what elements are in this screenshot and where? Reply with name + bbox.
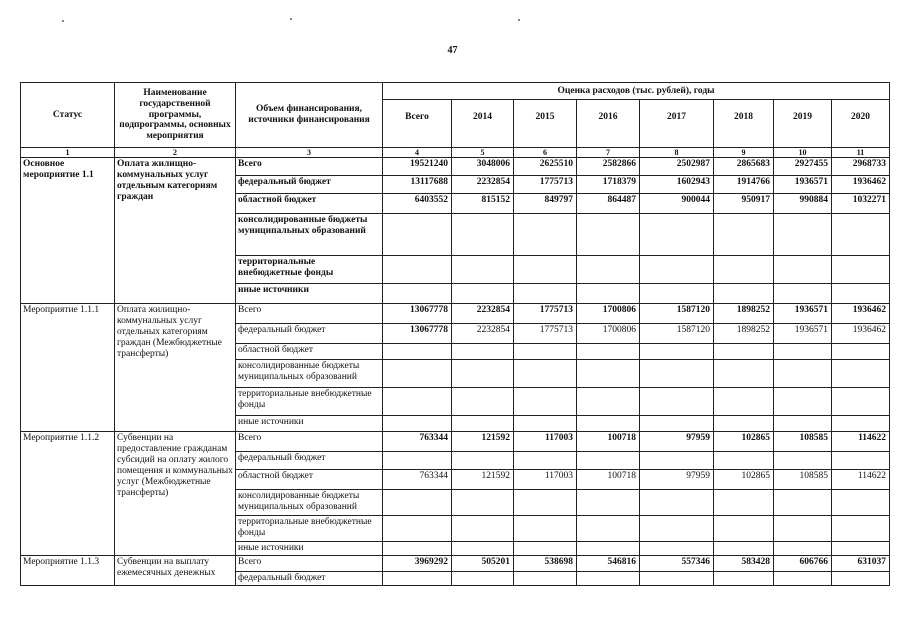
header-year: 2018	[714, 100, 774, 148]
funding-source: консолидированные бюджеты муниципальных образований	[236, 214, 383, 256]
value-year: 1898252	[714, 324, 774, 344]
header-total: Всего	[383, 100, 452, 148]
funding-source: Всего	[236, 556, 383, 572]
value-year: 97959	[640, 432, 714, 452]
value-year: 2865683	[714, 158, 774, 176]
funding-source: федеральный бюджет	[236, 324, 383, 344]
value-year	[714, 572, 774, 586]
value-year	[832, 284, 890, 304]
value-total: 13117688	[383, 176, 452, 194]
value-year	[514, 490, 577, 516]
value-year: 117003	[514, 432, 577, 452]
value-year: 631037	[832, 556, 890, 572]
header-funding: Объем финансирования, источники финансирования	[236, 83, 383, 148]
value-total: 13067778	[383, 304, 452, 324]
value-year: 97959	[640, 470, 714, 490]
value-year: 1718379	[577, 176, 640, 194]
value-year: 121592	[452, 432, 514, 452]
value-year: 1775713	[514, 304, 577, 324]
value-year	[577, 542, 640, 556]
column-number: 2	[115, 148, 236, 158]
funding-source: федеральный бюджет	[236, 452, 383, 470]
value-year	[774, 284, 832, 304]
row-status: Основное мероприятие 1.1	[21, 158, 115, 304]
table-row	[21, 158, 890, 176]
column-number: 7	[577, 148, 640, 158]
value-year	[774, 516, 832, 542]
value-year	[514, 542, 577, 556]
value-year: 2968733	[832, 158, 890, 176]
header-year: 2016	[577, 100, 640, 148]
column-number: 11	[832, 148, 890, 158]
value-year	[832, 572, 890, 586]
value-year	[452, 516, 514, 542]
value-year	[577, 452, 640, 470]
value-year: 1936462	[832, 176, 890, 194]
funding-source: территориальные внебюджетные фонды	[236, 388, 383, 416]
value-year: 1914766	[714, 176, 774, 194]
value-year: 1936571	[774, 176, 832, 194]
value-year	[452, 214, 514, 256]
value-year	[514, 572, 577, 586]
value-year	[577, 416, 640, 432]
value-year	[452, 388, 514, 416]
value-year: 1936462	[832, 304, 890, 324]
value-year: 100718	[577, 470, 640, 490]
funding-source: федеральный бюджет	[236, 176, 383, 194]
value-total	[383, 360, 452, 388]
value-year: 102865	[714, 432, 774, 452]
value-year	[577, 284, 640, 304]
value-year: 108585	[774, 470, 832, 490]
row-name: Оплата жилищно-коммунальных услуг отдельным категориям граждан	[115, 158, 236, 304]
value-year	[832, 360, 890, 388]
value-year	[640, 452, 714, 470]
funding-source: Всего	[236, 304, 383, 324]
value-year	[577, 344, 640, 360]
value-year	[452, 416, 514, 432]
value-year	[774, 360, 832, 388]
value-year: 900044	[640, 194, 714, 214]
table-row	[21, 432, 890, 452]
value-year	[774, 452, 832, 470]
value-year	[714, 452, 774, 470]
value-year: 864487	[577, 194, 640, 214]
value-year: 2232854	[452, 304, 514, 324]
value-year	[832, 452, 890, 470]
funding-source: иные источники	[236, 416, 383, 432]
value-year: 102865	[714, 470, 774, 490]
funding-source: областной бюджет	[236, 194, 383, 214]
value-year	[832, 542, 890, 556]
funding-source: Всего	[236, 158, 383, 176]
row-status: Мероприятие 1.1.2	[21, 432, 115, 556]
value-year	[452, 542, 514, 556]
value-year: 538698	[514, 556, 577, 572]
value-year: 1898252	[714, 304, 774, 324]
page-number: 47	[447, 45, 458, 56]
value-total	[383, 572, 452, 586]
value-year	[577, 256, 640, 284]
value-total	[383, 256, 452, 284]
row-name: Субвенции на выплату ежемесячных денежных	[115, 556, 236, 586]
value-year: 990884	[774, 194, 832, 214]
value-year	[452, 452, 514, 470]
row-status: Мероприятие 1.1.3	[21, 556, 115, 586]
row-status: Мероприятие 1.1.1	[21, 304, 115, 432]
value-total	[383, 214, 452, 256]
header-estimate: Оценка расходов (тыс. рублей), годы	[383, 83, 890, 100]
value-year: 583428	[714, 556, 774, 572]
value-year: 2502987	[640, 158, 714, 176]
value-year: 2625510	[514, 158, 577, 176]
funding-source: территориальные внебюджетные фонды	[236, 516, 383, 542]
value-year	[640, 344, 714, 360]
value-year	[714, 388, 774, 416]
value-year	[640, 256, 714, 284]
value-year	[774, 256, 832, 284]
value-total	[383, 388, 452, 416]
value-year	[832, 214, 890, 256]
value-year	[640, 490, 714, 516]
value-year	[514, 416, 577, 432]
value-year: 100718	[577, 432, 640, 452]
value-year: 1602943	[640, 176, 714, 194]
value-year: 117003	[514, 470, 577, 490]
value-year	[452, 572, 514, 586]
value-year	[640, 214, 714, 256]
value-year: 606766	[774, 556, 832, 572]
value-year	[714, 542, 774, 556]
table-row	[21, 304, 890, 324]
value-year: 546816	[577, 556, 640, 572]
value-total	[383, 284, 452, 304]
value-year	[714, 256, 774, 284]
value-total: 763344	[383, 470, 452, 490]
value-year	[774, 416, 832, 432]
header-year: 2020	[832, 100, 890, 148]
funding-source: консолидированные бюджеты муниципальных образований	[236, 360, 383, 388]
column-number: 9	[714, 148, 774, 158]
value-year: 1936571	[774, 324, 832, 344]
header-year: 2014	[452, 100, 514, 148]
value-year	[714, 490, 774, 516]
value-year	[832, 344, 890, 360]
value-year	[577, 360, 640, 388]
value-total	[383, 516, 452, 542]
value-year	[640, 516, 714, 542]
value-year	[452, 360, 514, 388]
value-year	[774, 542, 832, 556]
table-body	[21, 158, 890, 586]
value-year	[774, 344, 832, 360]
column-number: 8	[640, 148, 714, 158]
row-name: Оплата жилищно-коммунальных услуг отдельных категориям граждан (Межбюджетные трансферты)	[115, 304, 236, 432]
column-number: 5	[452, 148, 514, 158]
value-year	[452, 284, 514, 304]
scan-speck	[62, 20, 64, 22]
row-name: Субвенции на предоставление гражданам субсидий на оплату жилого помещения и коммунальных услуг (Межбюджетные трансферты)	[115, 432, 236, 556]
value-year: 849797	[514, 194, 577, 214]
header-name: Наименование государственной программы, подпрограммы, основных мероприятия	[115, 83, 236, 148]
value-year	[514, 284, 577, 304]
value-year	[640, 416, 714, 432]
value-total	[383, 542, 452, 556]
scan-speck	[518, 19, 520, 21]
value-total: 3969292	[383, 556, 452, 572]
funding-source: территориальные внебюджетные фонды	[236, 256, 383, 284]
value-year: 1587120	[640, 324, 714, 344]
value-year	[640, 360, 714, 388]
value-year	[640, 572, 714, 586]
value-total: 13067778	[383, 324, 452, 344]
value-year	[774, 572, 832, 586]
value-year	[514, 452, 577, 470]
value-year	[577, 572, 640, 586]
value-year	[514, 214, 577, 256]
value-year: 815152	[452, 194, 514, 214]
value-total: 6403552	[383, 194, 452, 214]
value-total	[383, 416, 452, 432]
funding-source: областной бюджет	[236, 470, 383, 490]
value-year: 1587120	[640, 304, 714, 324]
value-year: 1936462	[832, 324, 890, 344]
value-year	[577, 214, 640, 256]
header-year: 2015	[514, 100, 577, 148]
value-year	[577, 388, 640, 416]
value-year	[640, 542, 714, 556]
value-year	[514, 344, 577, 360]
value-year	[774, 388, 832, 416]
value-year	[452, 490, 514, 516]
value-year: 3048006	[452, 158, 514, 176]
value-year: 557346	[640, 556, 714, 572]
value-total	[383, 490, 452, 516]
value-year	[514, 360, 577, 388]
column-number: 3	[236, 148, 383, 158]
value-total	[383, 344, 452, 360]
value-year: 1032271	[832, 194, 890, 214]
value-total	[383, 452, 452, 470]
value-year	[714, 214, 774, 256]
funding-source: федеральный бюджет	[236, 572, 383, 586]
value-year	[577, 490, 640, 516]
value-year: 2582866	[577, 158, 640, 176]
value-year	[640, 284, 714, 304]
header-status: Статус	[21, 83, 115, 148]
value-year: 2232854	[452, 324, 514, 344]
header-year: 2019	[774, 100, 832, 148]
value-year	[832, 416, 890, 432]
value-year: 114622	[832, 470, 890, 490]
value-year: 2232854	[452, 176, 514, 194]
value-year	[774, 490, 832, 516]
value-year	[714, 344, 774, 360]
value-year: 1775713	[514, 324, 577, 344]
value-year	[774, 214, 832, 256]
header-year: 2017	[640, 100, 714, 148]
value-year	[714, 516, 774, 542]
scan-speck	[290, 18, 292, 20]
value-year	[514, 388, 577, 416]
funding-source: иные источники	[236, 284, 383, 304]
table-row	[21, 556, 890, 572]
value-year: 1775713	[514, 176, 577, 194]
value-year	[832, 516, 890, 542]
value-year	[452, 344, 514, 360]
value-year	[714, 416, 774, 432]
budget-table	[20, 82, 890, 586]
value-year	[514, 256, 577, 284]
value-year: 1936571	[774, 304, 832, 324]
value-year	[832, 256, 890, 284]
funding-source: областной бюджет	[236, 344, 383, 360]
value-year: 950917	[714, 194, 774, 214]
value-year: 2927455	[774, 158, 832, 176]
column-number: 4	[383, 148, 452, 158]
value-year	[577, 516, 640, 542]
value-year	[514, 516, 577, 542]
value-total: 19521240	[383, 158, 452, 176]
column-number: 10	[774, 148, 832, 158]
value-year: 114622	[832, 432, 890, 452]
funding-source: Всего	[236, 432, 383, 452]
value-year	[714, 360, 774, 388]
value-year: 121592	[452, 470, 514, 490]
funding-source: иные источники	[236, 542, 383, 556]
value-year	[832, 490, 890, 516]
value-year: 505201	[452, 556, 514, 572]
value-year	[640, 388, 714, 416]
value-year: 108585	[774, 432, 832, 452]
value-year	[714, 284, 774, 304]
value-year: 1700806	[577, 324, 640, 344]
value-year: 1700806	[577, 304, 640, 324]
column-number: 6	[514, 148, 577, 158]
value-year	[452, 256, 514, 284]
column-number: 1	[21, 148, 115, 158]
value-total: 763344	[383, 432, 452, 452]
funding-source: консолидированные бюджеты муниципальных образований	[236, 490, 383, 516]
value-year	[832, 388, 890, 416]
